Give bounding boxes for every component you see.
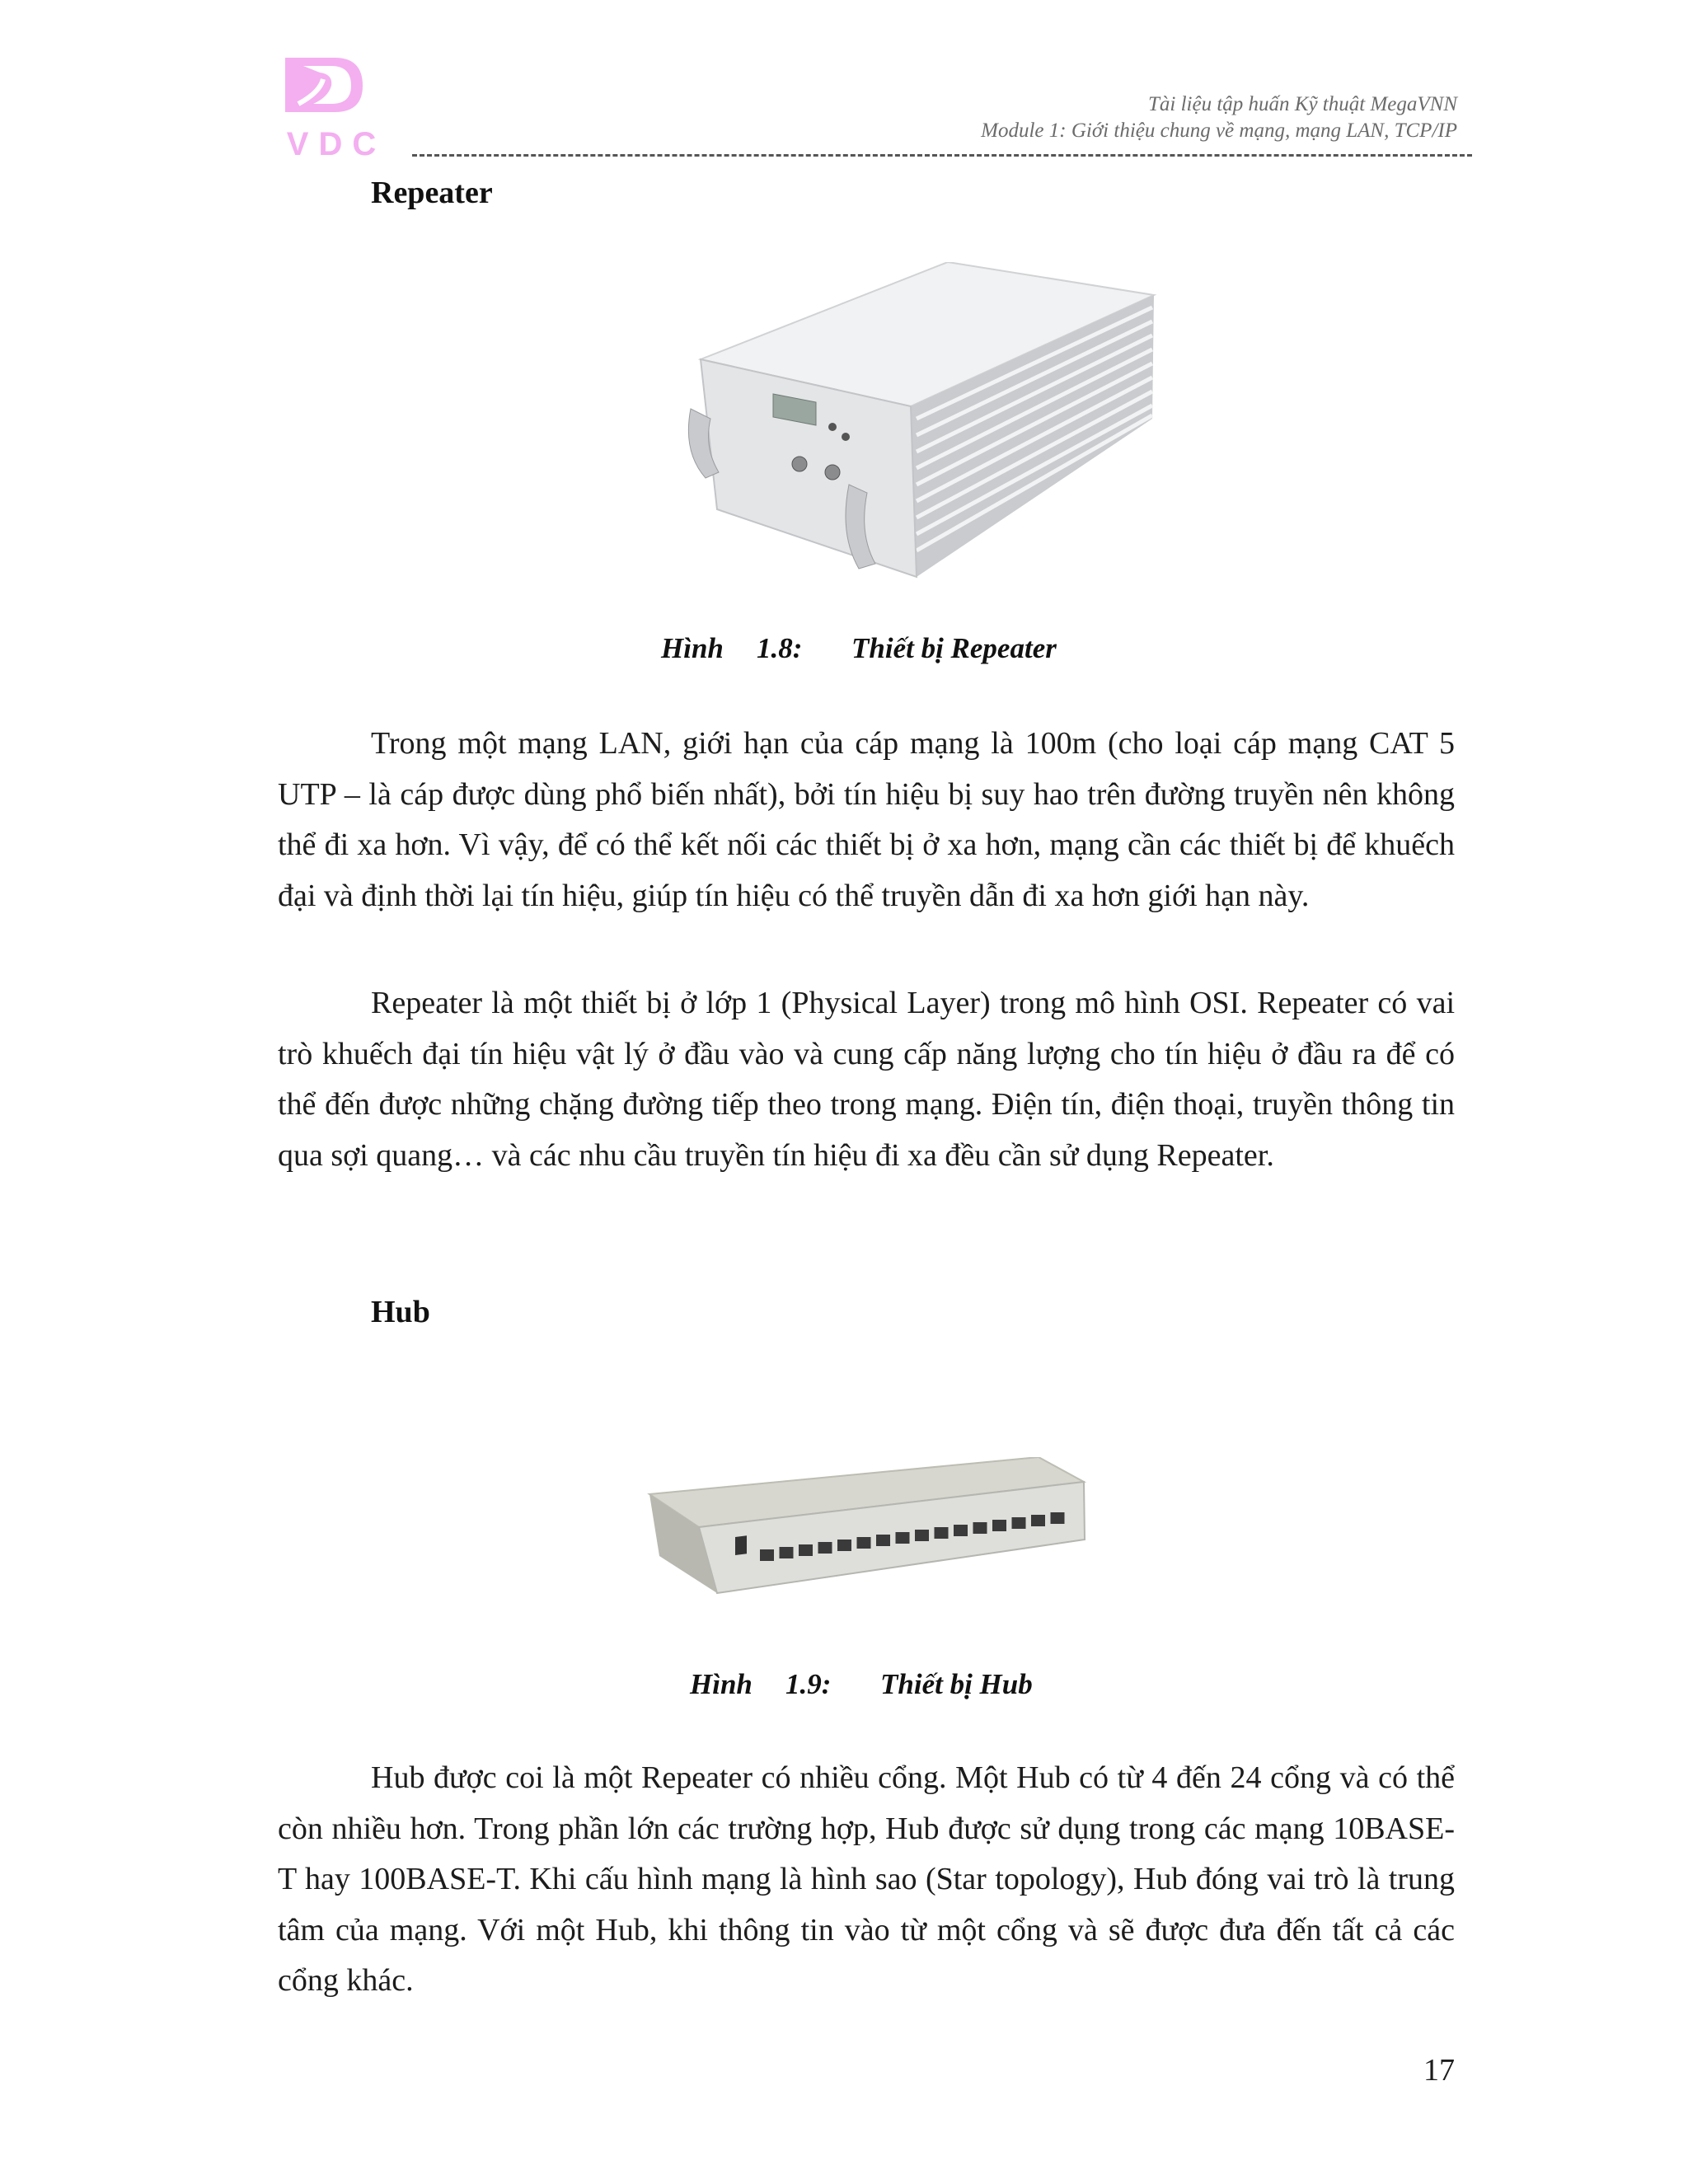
paragraph-repeater-1: Trong một mạng LAN, giới hạn của cáp mạng là 100m (cho loại cáp mạng CAT 5 UTP – là cáp được dùng phổ biến nhất), bởi tín hiệu bị suy hao trên đường truyền nên không thể đi xa hơn. Vì vậy, để có thể kết nối các thiết bị ở xa hơn, mạng cần các thiết bị để khuếch đại và định thời lại tín hiệu, giúp tín hiệu có thể truyền dẫn đi xa hơn giới hạn này. <box>278 726 1455 913</box>
hub-device-image <box>635 1457 1104 1612</box>
paragraph-repeater-2: Repeater là một thiết bị ở lớp 1 (Physical Layer) trong mô hình OSI. Repeater có vai trò khuếch đại tín hiệu vật lý ở đầu vào và cung cấp năng lượng cho tín hiệu ở đầu ra để có thể đến được những chặng đường tiếp theo trong mạng. Điện tín, điện thoại, truyền thông tin qua sợi quang… và các nhu cầu truyền tín hiệu đi xa đều cần sử dụng Repeater. <box>278 986 1455 1173</box>
hub-port <box>896 1532 910 1544</box>
figure-number: 1.9: <box>785 1668 832 1700</box>
header-divider <box>412 154 1472 157</box>
hub-port <box>799 1544 813 1556</box>
header-title-line1: Tài liệu tập huấn Kỹ thuật MegaVNN <box>1148 93 1457 115</box>
hub-port <box>818 1542 832 1554</box>
hub-port <box>992 1520 1006 1531</box>
header-title-line2: Module 1: Giới thiệu chung về mạng, mạng LAN, TCP/IP <box>981 120 1457 142</box>
hub-port <box>1051 1512 1065 1524</box>
hub-port <box>935 1527 949 1539</box>
figure-label: Hình <box>690 1668 753 1700</box>
hub-port <box>1012 1517 1026 1529</box>
figure-caption-1-8 <box>661 632 1057 665</box>
hub-port <box>780 1547 794 1558</box>
figure-title: Thiết bị Hub <box>880 1668 1033 1700</box>
figure-label: Hình <box>661 632 724 664</box>
logo-text: VDC <box>286 126 387 162</box>
paragraph-hub-1: Hub được coi là một Repeater có nhiều cổng. Một Hub có từ 4 đến 24 cổng và có thể còn nhiều hơn. Trong phần lớn các trường hợp, Hub được sử dụng trong các mạng 10BASE-T hay 100BASE-T. Khi cấu hình mạng là hình sao (Star topology), Hub đóng vai trò là trung tâm của mạng. Với một Hub, khi thông tin vào từ một cổng và sẽ được đưa đến tất cả các cổng khác. <box>278 1760 1455 1998</box>
hub-port <box>954 1525 968 1536</box>
figure-title: Thiết bị Repeater <box>851 632 1057 664</box>
vdc-logo <box>270 54 402 162</box>
figure-caption-1-9 <box>690 1668 1033 1701</box>
hub-port <box>876 1535 890 1546</box>
figure-number: 1.8: <box>757 632 803 664</box>
hub-port <box>857 1537 871 1549</box>
hub-port <box>1031 1515 1045 1526</box>
repeater-device-image <box>676 262 1162 592</box>
section-heading-repeater: Repeater <box>371 176 493 210</box>
page-number: 17 <box>1423 2053 1455 2088</box>
hub-port <box>973 1522 987 1534</box>
hub-port <box>915 1530 929 1541</box>
section-heading-hub: Hub <box>371 1295 430 1329</box>
hub-port <box>760 1549 774 1561</box>
hub-port <box>837 1540 851 1551</box>
